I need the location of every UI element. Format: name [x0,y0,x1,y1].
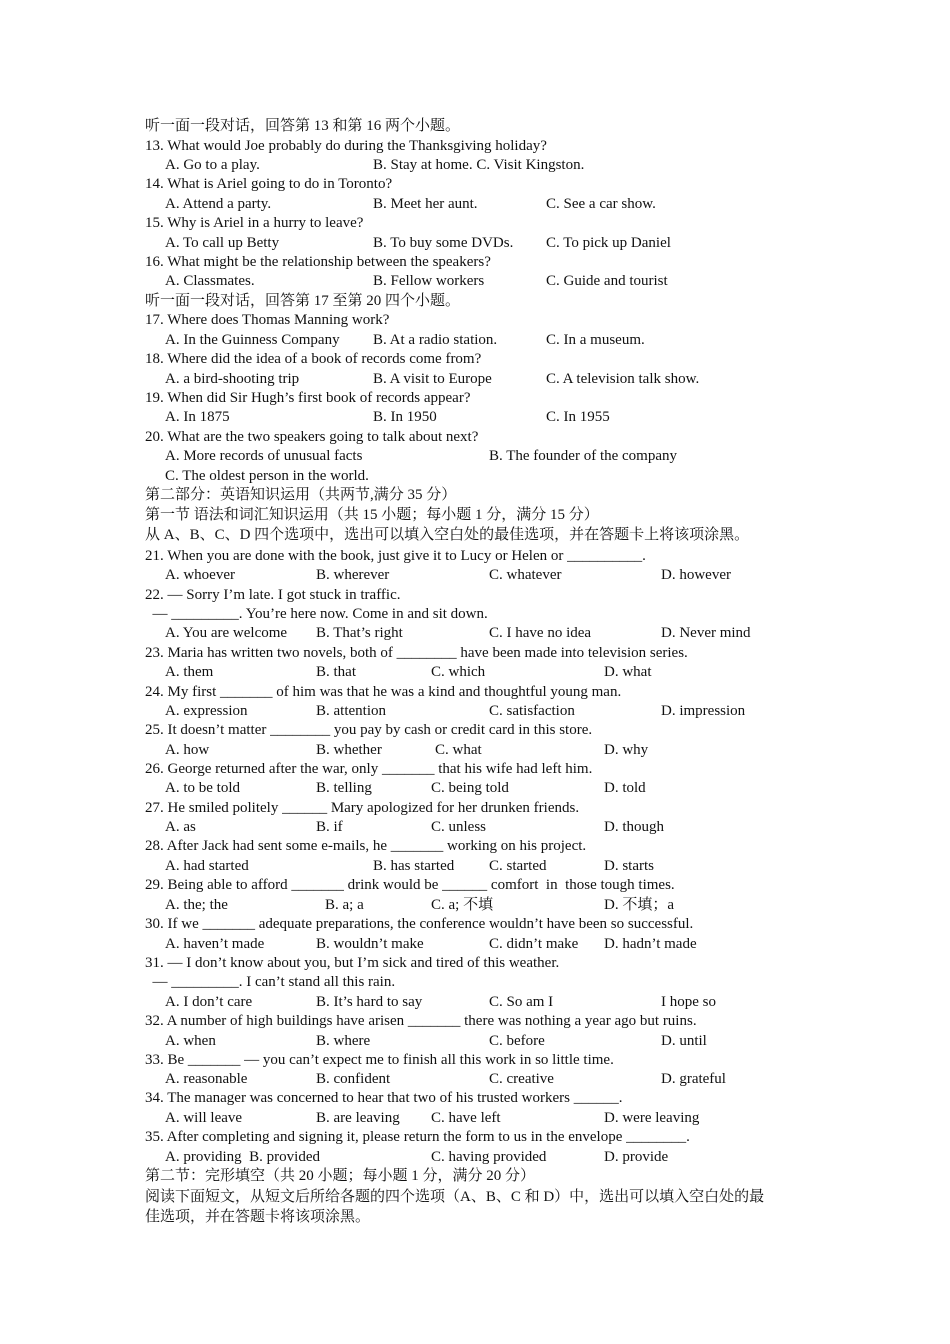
option-34-a: A. will leave [165,1110,243,1126]
option-24-c: C. satisfaction [489,703,575,719]
option-15-b: B. To buy some DVDs. [373,235,514,251]
option-16-b: B. Fellow workers [373,273,485,289]
question-33: 33. Be _______ — you can’t expect me to finish all this work in so little time. [145,1052,614,1068]
option-18-c: C. A television talk show. [546,371,700,387]
option-32-b: B. where [316,1033,371,1049]
question-25: 25. It doesn’t matter ________ you pay by cash or credit card in this store. [145,722,593,738]
option-32-a: A. when [165,1033,216,1049]
option-17-a: A. In the Guinness Company [165,332,340,348]
option-14-a: A. Attend a party. [165,196,272,212]
option-23-c: C. which [431,664,486,680]
option-30-d: D. hadn’t made [604,936,697,952]
option-28-d: D. starts [604,858,654,874]
option-16-a: A. Classmates. [165,273,255,289]
option-32-d: D. until [661,1033,707,1049]
question-21: 21. When you are done with the book, just give it to Lucy or Helen or __________. [145,548,646,564]
option-35-d: D. provide [604,1149,669,1165]
question-16: 16. What might be the relationship between the speakers? [145,254,491,270]
option-29-b: B. a; a [325,897,364,913]
option-33-a: A. reasonable [165,1071,248,1087]
option-33-b: B. confident [316,1071,391,1087]
option-30-b: B. wouldn’t make [316,936,424,952]
option-29-c: C. a; 不填 [431,897,494,913]
option-29-a: A. the; the [165,897,228,913]
option-35-c: C. having provided [431,1149,547,1165]
option-13-a: A. Go to a play. [165,157,260,173]
option-23-a: A. them [165,664,214,680]
option-14-c: C. See a car show. [546,196,656,212]
option-32-c: C. before [489,1033,545,1049]
question-18: 18. Where did the idea of a book of records come from? [145,351,482,367]
option-22-d: D. Never mind [661,625,751,641]
option-28-c: C. started [489,858,547,874]
question-35: 35. After completing and signing it, please return the form to us in the envelope ________. [145,1129,690,1145]
option-24-b: B. attention [316,703,386,719]
question-20: 20. What are the two speakers going to talk about next? [145,429,479,445]
option-30-a: A. haven’t made [165,936,265,952]
question-19: 19. When did Sir Hugh’s first book of records appear? [145,390,471,406]
question-27: 27. He smiled politely ______ Mary apologized for her drunken friends. [145,800,580,816]
option-20-a: A. More records of unusual facts [165,448,363,464]
question-31: 31. — I don’t know about you, but I’m sick and tired of this weather. [145,955,560,971]
question-32: 32. A number of high buildings have arisen _______ there was nothing a year ago but ruins. [145,1013,697,1029]
option-21-c: C. whatever [489,567,562,583]
option-30-c: C. didn’t make [489,936,579,952]
option-27-a: A. as [165,819,196,835]
option-19-a: A. In 1875 [165,409,230,425]
part2-section2-instruction-2: 佳选项，并在答题卡将该项涂黑。 [145,1209,371,1225]
option-13-bc: B. Stay at home. C. Visit Kingston. [373,157,585,173]
option-23-b: B. that [316,664,356,680]
option-34-d: D. were leaving [604,1110,700,1126]
option-26-d: D. told [604,780,646,796]
option-26-a: A. to be told [165,780,240,796]
question-14: 14. What is Ariel going to do in Toronto? [145,176,393,192]
option-22-c: C. I have no idea [489,625,592,641]
option-26-b: B. telling [316,780,372,796]
question-29: 29. Being able to afford _______ drink would be ______ comfort in those tough times. [145,877,675,893]
option-17-b: B. At a radio station. [373,332,498,348]
option-25-b: B. whether [316,742,382,758]
question-22: 22. — Sorry I’m late. I got stuck in traffic. [145,587,401,603]
option-19-c: C. In 1955 [546,409,610,425]
option-26-c: C. being told [431,780,509,796]
dialog-intro-17-20: 听一面一段对话，回答第 17 至第 20 四个小题。 [145,293,461,309]
option-17-c: C. In a museum. [546,332,645,348]
option-18-b: B. A visit to Europe [373,371,492,387]
option-23-d: D. what [604,664,652,680]
option-25-a: A. how [165,742,210,758]
option-31-a: A. I don’t care [165,994,253,1010]
option-21-d: D. however [661,567,731,583]
option-35-ab: A. providing B. provided [165,1149,320,1165]
option-27-c: C. unless [431,819,487,835]
part2-section2-heading: 第二节：完形填空（共 20 小题；每小题 1 分，满分 20 分） [145,1168,536,1184]
option-28-a: A. had started [165,858,249,874]
option-28-b: B. has started [373,858,455,874]
question-24: 24. My first _______ of him was that he was a kind and thoughtful young man. [145,684,622,700]
option-31-b: B. It’s hard to say [316,994,423,1010]
question-26: 26. George returned after the war, only _______ that his wife had left him. [145,761,593,777]
option-27-b: B. if [316,819,343,835]
option-34-c: C. have left [431,1110,501,1126]
question-22-reply: — _________. You’re here now. Come in and sit down. [145,606,488,622]
option-15-c: C. To pick up Daniel [546,235,671,251]
question-34: 34. The manager was concerned to hear that two of his trusted workers ______. [145,1090,623,1106]
option-20-c: C. The oldest person in the world. [165,468,369,484]
question-30: 30. If we _______ adequate preparations, the conference wouldn’t have been so successful. [145,916,694,932]
question-31-reply: — _________. I can’t stand all this rain. [145,974,396,990]
question-15: 15. Why is Ariel in a hurry to leave? [145,215,364,231]
option-20-b: B. The founder of the company [489,448,678,464]
question-17: 17. Where does Thomas Manning work? [145,312,390,328]
option-25-d: D. why [604,742,649,758]
option-33-d: D. grateful [661,1071,726,1087]
option-24-a: A. expression [165,703,248,719]
option-33-c: C. creative [489,1071,554,1087]
option-14-b: B. Meet her aunt. [373,196,478,212]
option-16-c: C. Guide and tourist [546,273,668,289]
part2-section2-instruction-1: 阅读下面短文，从短文后所给各题的四个选项（A、B、C 和 D）中，选出可以填入空白处的最 [145,1189,765,1205]
dialog-intro-13-16: 听一面一段对话，回答第 13 和第 16 两个小题。 [145,118,461,134]
question-23: 23. Maria has written two novels, both of ________ have been made into television series. [145,645,688,661]
option-18-a: A. a bird-shooting trip [165,371,300,387]
option-24-d: D. impression [661,703,746,719]
option-29-d: D. 不填；a [604,897,674,913]
part2-heading: 第二部分：英语知识运用（共两节,满分 35 分） [145,487,457,503]
option-15-a: A. To call up Betty [165,235,280,251]
question-28: 28. After Jack had sent some e-mails, he _______ working on his project. [145,838,587,854]
option-22-a: A. You are welcome [165,625,288,641]
option-21-b: B. wherever [316,567,390,583]
part2-section1-instruction: 从 A、B、C、D 四个选项中，选出可以填入空白处的最佳选项，并在答题卡上将该项涂黑。 [145,527,750,543]
option-27-d: D. though [604,819,664,835]
option-31-d: I hope so [661,994,716,1010]
option-19-b: B. In 1950 [373,409,437,425]
option-21-a: A. whoever [165,567,235,583]
option-25-c: C. what [435,742,482,758]
option-34-b: B. are leaving [316,1110,400,1126]
option-22-b: B. That’s right [316,625,403,641]
part2-section1-heading: 第一节 语法和词汇知识运用（共 15 小题；每小题 1 分，满分 15 分） [145,507,599,523]
question-13: 13. What would Joe probably do during the Thanksgiving holiday? [145,138,547,154]
option-31-c: C. So am I [489,994,554,1010]
